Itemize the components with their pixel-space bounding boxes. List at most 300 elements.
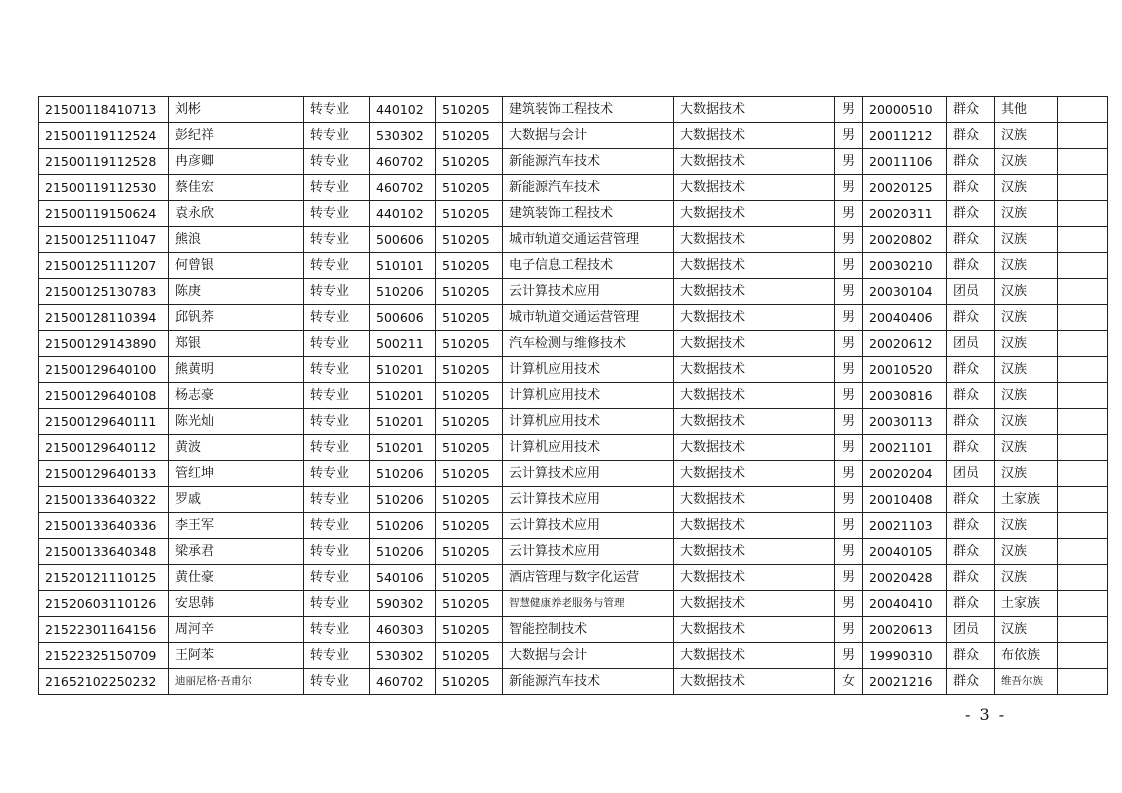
political-status-cell: 团员 (947, 461, 995, 487)
original-major-name-cell: 云计算技术应用 (503, 487, 674, 513)
ethnicity-cell: 土家族 (995, 591, 1058, 617)
remarks-cell (1058, 669, 1108, 695)
original-major-code-cell: 500211 (370, 331, 436, 357)
target-major-name-cell: 大数据技术 (674, 97, 835, 123)
gender-cell: 男 (835, 331, 863, 357)
original-major-name-cell: 酒店管理与数字化运营 (503, 565, 674, 591)
target-major-code-cell: 510205 (436, 253, 503, 279)
original-major-code-cell: 510206 (370, 461, 436, 487)
student-name-cell: 蔡佳宏 (169, 175, 304, 201)
original-major-name-cell: 新能源汽车技术 (503, 149, 674, 175)
ethnicity-cell: 汉族 (995, 305, 1058, 331)
student-name-cell: 刘彬 (169, 97, 304, 123)
political-status-cell: 团员 (947, 331, 995, 357)
political-status-cell: 群众 (947, 123, 995, 149)
target-major-code-cell: 510205 (436, 305, 503, 331)
birth-date-cell: 20030113 (863, 409, 947, 435)
ethnicity-cell: 汉族 (995, 357, 1058, 383)
ethnicity-cell: 汉族 (995, 461, 1058, 487)
table-row (39, 461, 1108, 487)
target-major-name-cell: 大数据技术 (674, 617, 835, 643)
remarks-cell (1058, 97, 1108, 123)
original-major-name-cell: 智慧健康养老服务与管理 (503, 591, 674, 617)
student-name-cell: 陈庚 (169, 279, 304, 305)
political-status-cell: 群众 (947, 97, 995, 123)
birth-date-cell: 20040410 (863, 591, 947, 617)
change-type-cell: 转专业 (304, 357, 370, 383)
student-id-cell: 21500118410713 (39, 97, 169, 123)
remarks-cell (1058, 253, 1108, 279)
original-major-name-cell: 建筑装饰工程技术 (503, 201, 674, 227)
change-type-cell: 转专业 (304, 669, 370, 695)
gender-cell: 男 (835, 643, 863, 669)
political-status-cell: 群众 (947, 643, 995, 669)
target-major-code-cell: 510205 (436, 591, 503, 617)
table-body (39, 97, 1108, 695)
target-major-code-cell: 510205 (436, 539, 503, 565)
student-id-cell: 21500133640348 (39, 539, 169, 565)
gender-cell: 男 (835, 513, 863, 539)
table-row (39, 383, 1108, 409)
gender-cell: 男 (835, 565, 863, 591)
change-type-cell: 转专业 (304, 175, 370, 201)
ethnicity-cell: 汉族 (995, 175, 1058, 201)
remarks-cell (1058, 227, 1108, 253)
change-type-cell: 转专业 (304, 253, 370, 279)
birth-date-cell: 20020612 (863, 331, 947, 357)
table-row (39, 409, 1108, 435)
change-type-cell: 转专业 (304, 149, 370, 175)
table-row (39, 331, 1108, 357)
ethnicity-cell: 汉族 (995, 227, 1058, 253)
table-row (39, 175, 1108, 201)
student-name-cell: 管红坤 (169, 461, 304, 487)
student-id-cell: 21500129640133 (39, 461, 169, 487)
target-major-name-cell: 大数据技术 (674, 279, 835, 305)
target-major-name-cell: 大数据技术 (674, 435, 835, 461)
change-type-cell: 转专业 (304, 487, 370, 513)
target-major-name-cell: 大数据技术 (674, 253, 835, 279)
birth-date-cell: 20040406 (863, 305, 947, 331)
target-major-code-cell: 510205 (436, 97, 503, 123)
target-major-code-cell: 510205 (436, 227, 503, 253)
original-major-code-cell: 510206 (370, 487, 436, 513)
original-major-code-cell: 460303 (370, 617, 436, 643)
target-major-code-cell: 510205 (436, 149, 503, 175)
ethnicity-cell: 汉族 (995, 383, 1058, 409)
student-id-cell: 21500129640112 (39, 435, 169, 461)
student-name-cell: 熊黄明 (169, 357, 304, 383)
original-major-name-cell: 城市轨道交通运营管理 (503, 305, 674, 331)
remarks-cell (1058, 643, 1108, 669)
original-major-name-cell: 云计算技术应用 (503, 461, 674, 487)
student-transfer-table (38, 96, 1108, 695)
gender-cell: 男 (835, 383, 863, 409)
remarks-cell (1058, 383, 1108, 409)
target-major-code-cell: 510205 (436, 123, 503, 149)
remarks-cell (1058, 487, 1108, 513)
table-row (39, 149, 1108, 175)
original-major-name-cell: 计算机应用技术 (503, 357, 674, 383)
student-id-cell: 21500119112524 (39, 123, 169, 149)
target-major-code-cell: 510205 (436, 279, 503, 305)
table-row (39, 539, 1108, 565)
original-major-code-cell: 460702 (370, 669, 436, 695)
original-major-name-cell: 云计算技术应用 (503, 513, 674, 539)
change-type-cell: 转专业 (304, 409, 370, 435)
target-major-name-cell: 大数据技术 (674, 565, 835, 591)
student-name-cell: 黄仕豪 (169, 565, 304, 591)
political-status-cell: 群众 (947, 591, 995, 617)
remarks-cell (1058, 591, 1108, 617)
political-status-cell: 团员 (947, 279, 995, 305)
original-major-name-cell: 大数据与会计 (503, 643, 674, 669)
student-id-cell: 21500129640111 (39, 409, 169, 435)
remarks-cell (1058, 279, 1108, 305)
political-status-cell: 群众 (947, 383, 995, 409)
original-major-code-cell: 440102 (370, 97, 436, 123)
birth-date-cell: 20030816 (863, 383, 947, 409)
target-major-code-cell: 510205 (436, 461, 503, 487)
original-major-code-cell: 440102 (370, 201, 436, 227)
birth-date-cell: 20020125 (863, 175, 947, 201)
original-major-name-cell: 云计算技术应用 (503, 279, 674, 305)
student-name-cell: 梁承君 (169, 539, 304, 565)
student-id-cell: 21500129143890 (39, 331, 169, 357)
change-type-cell: 转专业 (304, 227, 370, 253)
ethnicity-cell: 汉族 (995, 149, 1058, 175)
gender-cell: 男 (835, 149, 863, 175)
table-row (39, 487, 1108, 513)
remarks-cell (1058, 617, 1108, 643)
change-type-cell: 转专业 (304, 643, 370, 669)
birth-date-cell: 20030104 (863, 279, 947, 305)
original-major-name-cell: 新能源汽车技术 (503, 669, 674, 695)
birth-date-cell: 19990310 (863, 643, 947, 669)
student-name-cell: 袁永欣 (169, 201, 304, 227)
original-major-code-cell: 530302 (370, 123, 436, 149)
remarks-cell (1058, 409, 1108, 435)
student-id-cell: 21652102250232 (39, 669, 169, 695)
political-status-cell: 群众 (947, 149, 995, 175)
student-name-cell: 陈光灿 (169, 409, 304, 435)
original-major-code-cell: 500606 (370, 227, 436, 253)
table-row (39, 97, 1108, 123)
original-major-code-cell: 500606 (370, 305, 436, 331)
political-status-cell: 群众 (947, 669, 995, 695)
target-major-name-cell: 大数据技术 (674, 513, 835, 539)
target-major-name-cell: 大数据技术 (674, 409, 835, 435)
student-id-cell: 21500133640336 (39, 513, 169, 539)
student-id-cell: 21500119112530 (39, 175, 169, 201)
change-type-cell: 转专业 (304, 383, 370, 409)
target-major-name-cell: 大数据技术 (674, 175, 835, 201)
student-id-cell: 21500119112528 (39, 149, 169, 175)
gender-cell: 男 (835, 123, 863, 149)
original-major-code-cell: 540106 (370, 565, 436, 591)
political-status-cell: 群众 (947, 253, 995, 279)
ethnicity-cell: 汉族 (995, 565, 1058, 591)
gender-cell: 男 (835, 409, 863, 435)
target-major-name-cell: 大数据技术 (674, 487, 835, 513)
original-major-name-cell: 智能控制技术 (503, 617, 674, 643)
student-id-cell: 21522325150709 (39, 643, 169, 669)
original-major-code-cell: 460702 (370, 175, 436, 201)
birth-date-cell: 20020613 (863, 617, 947, 643)
gender-cell: 男 (835, 591, 863, 617)
table-row (39, 201, 1108, 227)
remarks-cell (1058, 357, 1108, 383)
gender-cell: 男 (835, 279, 863, 305)
birth-date-cell: 20020311 (863, 201, 947, 227)
remarks-cell (1058, 305, 1108, 331)
table-row (39, 435, 1108, 461)
original-major-code-cell: 590302 (370, 591, 436, 617)
page-number: - 3 - (965, 705, 1007, 724)
remarks-cell (1058, 565, 1108, 591)
birth-date-cell: 20021101 (863, 435, 947, 461)
student-name-cell: 迪丽尼格·吾甫尔 (169, 669, 304, 695)
original-major-code-cell: 510101 (370, 253, 436, 279)
target-major-code-cell: 510205 (436, 331, 503, 357)
political-status-cell: 群众 (947, 487, 995, 513)
target-major-name-cell: 大数据技术 (674, 591, 835, 617)
ethnicity-cell: 汉族 (995, 435, 1058, 461)
gender-cell: 男 (835, 617, 863, 643)
original-major-code-cell: 460702 (370, 149, 436, 175)
target-major-code-cell: 510205 (436, 201, 503, 227)
student-name-cell: 杨志豪 (169, 383, 304, 409)
student-id-cell: 21522301164156 (39, 617, 169, 643)
original-major-name-cell: 计算机应用技术 (503, 435, 674, 461)
student-id-cell: 21520121110125 (39, 565, 169, 591)
student-name-cell: 王阿苯 (169, 643, 304, 669)
student-name-cell: 安思韩 (169, 591, 304, 617)
political-status-cell: 群众 (947, 513, 995, 539)
ethnicity-cell: 汉族 (995, 409, 1058, 435)
ethnicity-cell: 土家族 (995, 487, 1058, 513)
remarks-cell (1058, 461, 1108, 487)
target-major-code-cell: 510205 (436, 409, 503, 435)
original-major-code-cell: 530302 (370, 643, 436, 669)
change-type-cell: 转专业 (304, 591, 370, 617)
target-major-code-cell: 510205 (436, 175, 503, 201)
student-name-cell: 邱钒荞 (169, 305, 304, 331)
gender-cell: 男 (835, 227, 863, 253)
target-major-name-cell: 大数据技术 (674, 305, 835, 331)
student-id-cell: 21500129640108 (39, 383, 169, 409)
original-major-code-cell: 510206 (370, 279, 436, 305)
target-major-code-cell: 510205 (436, 357, 503, 383)
gender-cell: 男 (835, 487, 863, 513)
birth-date-cell: 20000510 (863, 97, 947, 123)
birth-date-cell: 20021216 (863, 669, 947, 695)
change-type-cell: 转专业 (304, 305, 370, 331)
target-major-name-cell: 大数据技术 (674, 227, 835, 253)
student-name-cell: 冉彦卿 (169, 149, 304, 175)
target-major-name-cell: 大数据技术 (674, 669, 835, 695)
target-major-name-cell: 大数据技术 (674, 643, 835, 669)
student-name-cell: 彭纪祥 (169, 123, 304, 149)
student-name-cell: 李王军 (169, 513, 304, 539)
ethnicity-cell: 维吾尔族 (995, 669, 1058, 695)
student-id-cell: 21500125111047 (39, 227, 169, 253)
gender-cell: 男 (835, 253, 863, 279)
change-type-cell: 转专业 (304, 123, 370, 149)
birth-date-cell: 20021103 (863, 513, 947, 539)
original-major-code-cell: 510206 (370, 513, 436, 539)
birth-date-cell: 20020802 (863, 227, 947, 253)
target-major-code-cell: 510205 (436, 513, 503, 539)
gender-cell: 男 (835, 357, 863, 383)
original-major-name-cell: 大数据与会计 (503, 123, 674, 149)
original-major-name-cell: 计算机应用技术 (503, 383, 674, 409)
gender-cell: 男 (835, 461, 863, 487)
birth-date-cell: 20011106 (863, 149, 947, 175)
ethnicity-cell: 汉族 (995, 201, 1058, 227)
remarks-cell (1058, 539, 1108, 565)
remarks-cell (1058, 123, 1108, 149)
change-type-cell: 转专业 (304, 435, 370, 461)
birth-date-cell: 20010520 (863, 357, 947, 383)
change-type-cell: 转专业 (304, 97, 370, 123)
original-major-name-cell: 云计算技术应用 (503, 539, 674, 565)
target-major-code-cell: 510205 (436, 643, 503, 669)
political-status-cell: 群众 (947, 539, 995, 565)
political-status-cell: 群众 (947, 201, 995, 227)
original-major-name-cell: 汽车检测与维修技术 (503, 331, 674, 357)
student-name-cell: 周河辛 (169, 617, 304, 643)
original-major-code-cell: 510201 (370, 357, 436, 383)
political-status-cell: 群众 (947, 175, 995, 201)
birth-date-cell: 20020204 (863, 461, 947, 487)
ethnicity-cell: 汉族 (995, 617, 1058, 643)
table-row (39, 669, 1108, 695)
student-name-cell: 熊浪 (169, 227, 304, 253)
political-status-cell: 团员 (947, 617, 995, 643)
original-major-code-cell: 510201 (370, 409, 436, 435)
student-id-cell: 21500133640322 (39, 487, 169, 513)
remarks-cell (1058, 331, 1108, 357)
target-major-code-cell: 510205 (436, 617, 503, 643)
table-row (39, 617, 1108, 643)
table-row (39, 643, 1108, 669)
change-type-cell: 转专业 (304, 331, 370, 357)
table-row (39, 305, 1108, 331)
target-major-code-cell: 510205 (436, 565, 503, 591)
ethnicity-cell: 汉族 (995, 539, 1058, 565)
ethnicity-cell: 汉族 (995, 253, 1058, 279)
student-name-cell: 罗戚 (169, 487, 304, 513)
target-major-name-cell: 大数据技术 (674, 123, 835, 149)
ethnicity-cell: 汉族 (995, 279, 1058, 305)
birth-date-cell: 20040105 (863, 539, 947, 565)
table-row (39, 591, 1108, 617)
gender-cell: 男 (835, 539, 863, 565)
table-row (39, 227, 1108, 253)
student-id-cell: 21500129640100 (39, 357, 169, 383)
remarks-cell (1058, 201, 1108, 227)
target-major-name-cell: 大数据技术 (674, 201, 835, 227)
change-type-cell: 转专业 (304, 565, 370, 591)
original-major-code-cell: 510201 (370, 383, 436, 409)
student-id-cell: 21500128110394 (39, 305, 169, 331)
political-status-cell: 群众 (947, 435, 995, 461)
original-major-name-cell: 计算机应用技术 (503, 409, 674, 435)
political-status-cell: 群众 (947, 227, 995, 253)
remarks-cell (1058, 435, 1108, 461)
birth-date-cell: 20020428 (863, 565, 947, 591)
target-major-code-cell: 510205 (436, 669, 503, 695)
remarks-cell (1058, 149, 1108, 175)
gender-cell: 男 (835, 435, 863, 461)
change-type-cell: 转专业 (304, 279, 370, 305)
ethnicity-cell: 其他 (995, 97, 1058, 123)
gender-cell: 男 (835, 201, 863, 227)
target-major-name-cell: 大数据技术 (674, 357, 835, 383)
target-major-name-cell: 大数据技术 (674, 149, 835, 175)
student-name-cell: 郑银 (169, 331, 304, 357)
table-row (39, 279, 1108, 305)
student-id-cell: 21500125130783 (39, 279, 169, 305)
ethnicity-cell: 布依族 (995, 643, 1058, 669)
change-type-cell: 转专业 (304, 513, 370, 539)
change-type-cell: 转专业 (304, 201, 370, 227)
change-type-cell: 转专业 (304, 461, 370, 487)
target-major-code-cell: 510205 (436, 435, 503, 461)
table-row (39, 123, 1108, 149)
gender-cell: 男 (835, 175, 863, 201)
birth-date-cell: 20010408 (863, 487, 947, 513)
ethnicity-cell: 汉族 (995, 123, 1058, 149)
political-status-cell: 群众 (947, 409, 995, 435)
birth-date-cell: 20030210 (863, 253, 947, 279)
ethnicity-cell: 汉族 (995, 331, 1058, 357)
political-status-cell: 群众 (947, 305, 995, 331)
target-major-code-cell: 510205 (436, 487, 503, 513)
table-row (39, 357, 1108, 383)
political-status-cell: 群众 (947, 565, 995, 591)
original-major-code-cell: 510206 (370, 539, 436, 565)
gender-cell: 男 (835, 97, 863, 123)
target-major-name-cell: 大数据技术 (674, 383, 835, 409)
table-row (39, 513, 1108, 539)
gender-cell: 男 (835, 305, 863, 331)
target-major-name-cell: 大数据技术 (674, 331, 835, 357)
student-id-cell: 21500119150624 (39, 201, 169, 227)
ethnicity-cell: 汉族 (995, 513, 1058, 539)
birth-date-cell: 20011212 (863, 123, 947, 149)
table-row (39, 565, 1108, 591)
original-major-name-cell: 城市轨道交通运营管理 (503, 227, 674, 253)
student-name-cell: 黄波 (169, 435, 304, 461)
original-major-name-cell: 电子信息工程技术 (503, 253, 674, 279)
original-major-code-cell: 510201 (370, 435, 436, 461)
gender-cell: 女 (835, 669, 863, 695)
student-name-cell: 何曾银 (169, 253, 304, 279)
roster-table-container (38, 96, 1108, 695)
change-type-cell: 转专业 (304, 617, 370, 643)
original-major-name-cell: 建筑装饰工程技术 (503, 97, 674, 123)
student-id-cell: 21500125111207 (39, 253, 169, 279)
target-major-name-cell: 大数据技术 (674, 539, 835, 565)
student-id-cell: 21520603110126 (39, 591, 169, 617)
remarks-cell (1058, 513, 1108, 539)
target-major-name-cell: 大数据技术 (674, 461, 835, 487)
original-major-name-cell: 新能源汽车技术 (503, 175, 674, 201)
change-type-cell: 转专业 (304, 539, 370, 565)
political-status-cell: 群众 (947, 357, 995, 383)
